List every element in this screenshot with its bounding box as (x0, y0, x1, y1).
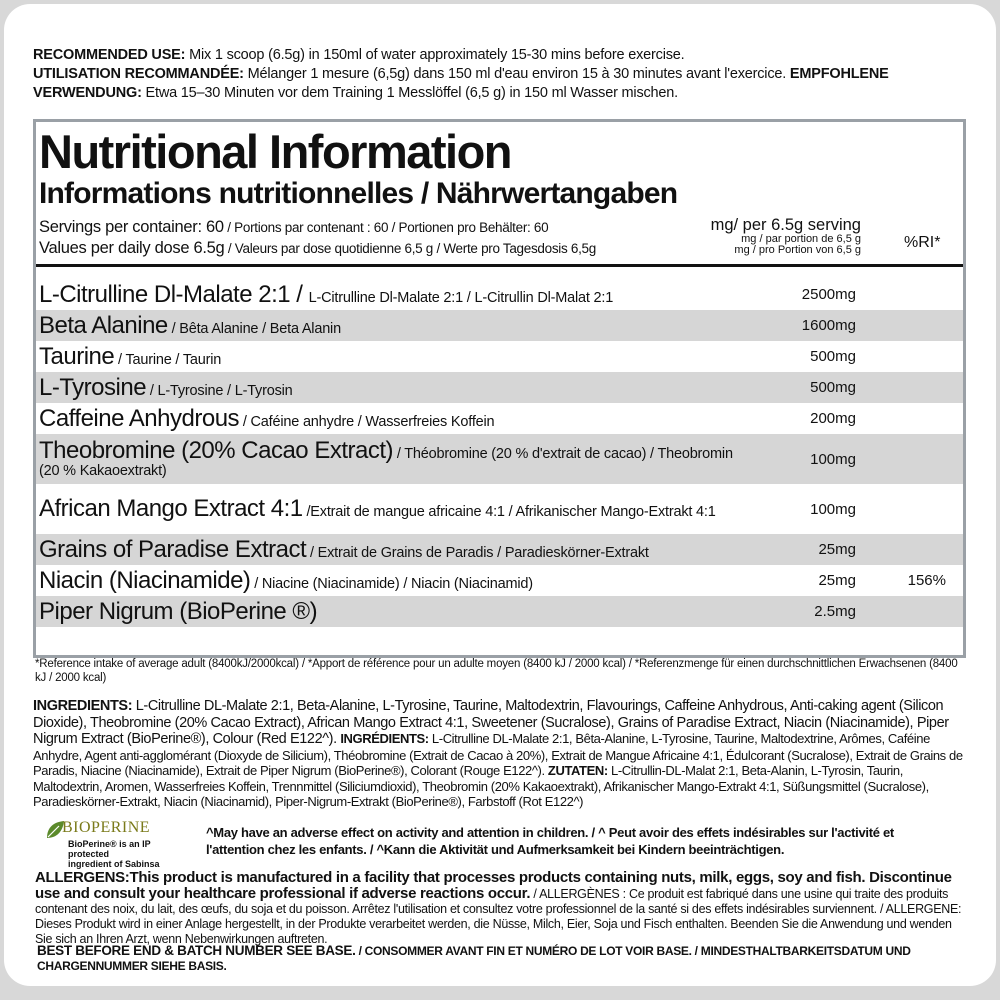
nutrient-name-translations: / Caféine anhydre / Wasserfreies Koffein (239, 413, 495, 430)
nutrient-name (36, 280, 756, 308)
nutrient-row (36, 372, 963, 403)
nutrient-row (36, 434, 963, 484)
nutrient-name-translations: L-Citrulline Dl-Malate 2:1 / L-Citrullin Dl-Malat 2:1 (308, 289, 614, 306)
nutrition-panel (33, 119, 966, 658)
nutrient-name (36, 404, 756, 432)
ri-column-header: %RI* (904, 234, 941, 251)
nutrient-name-en: Taurine (39, 342, 115, 370)
bioperine-tagline: BioPerine® is an IP protected ingredient of Sabinsa (68, 839, 160, 869)
nutrient-name (36, 373, 756, 401)
nutrient-amount: 200mg (810, 410, 856, 427)
nutrient-name (36, 311, 756, 339)
nutrient-amount: 500mg (810, 379, 856, 396)
recommended-use-en: RECOMMENDED USE: Mix 1 scoop (6.5g) in 150ml of water approximately 15-30 mins before exercise. (33, 47, 685, 63)
nutrient-name-en: Caffeine Anhydrous (39, 404, 240, 432)
nutrient-amount: 2.5mg (814, 603, 856, 620)
nutrition-subtitle: Informations nutritionnelles / Nährwertangaben (39, 177, 678, 210)
best-before: BEST BEFORE END & BATCH NUMBER SEE BASE. / CONSOMMER AVANT FIN ET NUMÉRO DE LOT VOIR BASE. / MINDESTHALTBARKEITSDATUM UND CHARGENNUMMER SIEHE BASIS. (37, 943, 911, 973)
nutrient-name-en: L-Tyrosine (39, 373, 147, 401)
nutrient-name-en: Grains of Paradise Extract (39, 535, 307, 563)
nutrient-row (36, 565, 963, 596)
nutrient-name (36, 342, 756, 370)
nutrient-row (36, 341, 963, 372)
allergens: ALLERGENS:This product is manufactured in a facility that processes products containing nuts, milk, eggs, soy and fish. Discontinue use and consult your healthcare professional if adverse reactions occur. / ALLERGÈNES : Ce produit est fabriqué dans une usine qui traite des produits contenant des noix, du lait, des œufs, du soja et du poisson. Arrêtez l'utilisation et consultez votre professionnel de la santé si des effets indésirables surviennent. / ALLERGENE: Dieses Produkt wird in einer Anlage hergestellt, in der Produkte verarbeitet werden, die Nüsse, Milch, Eier, Soja und Fisch enthalten. Beenden Sie die Anwendung und wenden Sie sich an Ihren Arzt, wenn Nebenwirkungen auftreten. (35, 869, 962, 946)
nutrient-amount: 1600mg (801, 317, 856, 334)
nutrient-row (36, 279, 963, 310)
nutrient-name-translations: /Extrait de mangue africaine 4:1 / Afrikanischer Mango-Extrakt 4:1 (302, 504, 716, 520)
nutrient-name-en: Niacin (Niacinamide) (39, 566, 251, 594)
nutrient-name-translations: / Théobromine (20 % d'extrait de cacao) / Theobromin (20 % Kakaoextrakt) (39, 446, 733, 479)
nutrient-ri: 156% (907, 572, 946, 589)
supplement-label (4, 4, 996, 986)
ingredients: INGREDIENTS: L-Citrulline DL-Malate 2:1, Beta-Alanine, L-Tyrosine, Taurine, Maltodextrin, Flavourings, Caffeine Anhydrous, Anti-caking agent (Silicon Dioxide), Theobromine (20% Cacao Extract), African Mango Extract 4:1, Sweetener (Sucralose), Grains of Paradise Extract, Niacin (Niacinamide), Piper Nigrum Extract (BioPerine®), Colour (Red E122^). INGRÉDIENTS: L-Citrulline DL-Malate 2:1, Bêta-Alanine, L-Tyrosine, Taurine, Maltodextrine, Arômes, Caféine Anhydre, Agent anti-agglomérant (Dioxyde de Silicium), Théobromine (Extrait de Cacao à 20%), Extrait de Mangue Africaine 4:1, Édulcorant (Sucralose), Extrait de Grains de Paradis, Niacine (Niacinamide), Extrait de Piper Nigrum (BioPerine®), Colorant (Rouge E122^). ZUTATEN: L-Citrullin-DL-Malat 2:1, Beta-Alanin, L-Tyrosin, Taurin, Maltodextrin, Aromen, Wasserfreies Koffein, Trennmittel (Siliciumdioxid), Theobromin (20% Kakaoextrakt), Afrikanischer Mango-Extrakt 4:1, Süßungsmittel (Sucralose), Paradieskörner-Extrakt, Niacin (Niacinamid), Piper-Nigrum-Extrakt (BioPerine®), Farbstoff (Rot E122^) (33, 698, 963, 809)
nutrient-name-translations: / Bêta Alanine / Beta Alanin (167, 320, 341, 337)
reference-intake-footnote: *Reference intake of average adult (8400kJ/2000kcal) / *Apport de référence pour un adulte moyen (8400 kJ / 2000 kcal) / *Referenzmenge für einen durchschnittlichen Erwachsenen (8400 kJ / 2000 kcal) (35, 658, 958, 684)
nutrient-name (36, 535, 756, 563)
nutrient-row (36, 310, 963, 341)
nutrient-name-en: Beta Alanine (39, 311, 168, 339)
nutrient-name-translations: / Taurine / Taurin (114, 351, 222, 368)
nutrient-amount: 500mg (810, 348, 856, 365)
nutrient-rows (36, 279, 963, 627)
nutrient-amount: 25mg (818, 541, 856, 558)
nutrient-name-en: African Mango Extract 4:1 (39, 495, 303, 522)
nutrient-row (36, 403, 963, 434)
nutrient-amount: 2500mg (801, 286, 856, 303)
nutrient-name (36, 497, 756, 521)
bioperine-logo (42, 819, 192, 869)
nutrition-title: Nutritional Information (39, 125, 512, 178)
adverse-effect-warning: ^May have an adverse effect on activity and attention in children. / ^ Peut avoir des effets indésirables sur l'activité et l'attention chez les enfants. / ^Kann die Aktivität und Aufmerksamkeit bei Kindern beeinträchtigen. (206, 825, 894, 857)
recommended-use-fr: UTILISATION RECOMMANDÉE: Mélanger 1 mesure (6,5g) dans 150 ml d'eau environ 15 à 30 minutes avant l'exercice. EMPFOHLENE (33, 66, 889, 82)
amount-column-header: mg/ per 6.5g serving mg / par portion de 6,5 g mg / pro Portion von 6,5 g (710, 216, 861, 256)
recommended-use (33, 46, 963, 103)
nutrient-name-en: L-Citrulline Dl-Malate 2:1 / (39, 280, 309, 308)
nutrient-row (36, 484, 963, 534)
nutrient-amount: 100mg (810, 500, 856, 518)
nutrient-amount: 100mg (810, 450, 856, 468)
header-divider (36, 264, 963, 267)
nutrient-name (36, 597, 756, 625)
nutrient-name (36, 439, 756, 479)
bioperine-wordmark: BIOPERINE (62, 819, 151, 836)
nutrient-name-translations: / Niacine (Niacinamide) / Niacin (Niacinamid) (250, 575, 533, 592)
nutrient-name-translations: / L-Tyrosine / L-Tyrosin (146, 382, 293, 399)
recommended-use-de: VERWENDUNG: Etwa 15–30 Minuten vor dem Training 1 Messlöffel (6,5 g) in 150 ml Wasser mischen. (33, 85, 678, 101)
nutrient-name-en: Piper Nigrum (BioPerine ®) (39, 597, 318, 625)
nutrient-name-translations: / Extrait de Grains de Paradis / Paradieskörner-Extrakt (306, 544, 649, 561)
nutrient-amount: 25mg (818, 572, 856, 589)
nutrient-name (36, 566, 756, 594)
nutrient-row (36, 534, 963, 565)
nutrient-name-en: Theobromine (20% Cacao Extract) (39, 437, 393, 464)
servings-info: Servings per container: 60 / Portions par contenant : 60 / Portionen pro Behälter: 60 Values per daily dose 6.5g / Valeurs par dose quotidienne 6,5 g / Werte pro Tagesdosis 6,5g (39, 218, 596, 257)
nutrient-row (36, 596, 963, 627)
